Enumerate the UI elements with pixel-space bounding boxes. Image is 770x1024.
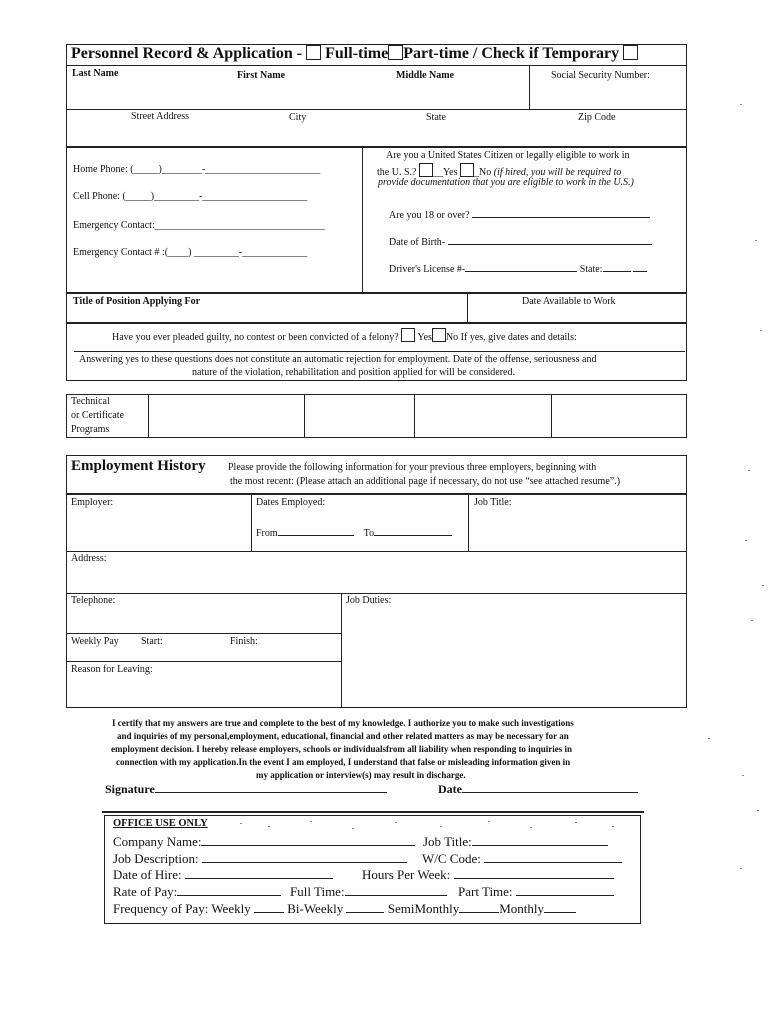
office-job-title-line[interactable] (472, 834, 608, 846)
felony-note-line2: nature of the violation, rehabilitation and position applied for will be considered. (192, 367, 515, 378)
date-of-hire-field: Date of Hire: (113, 867, 333, 883)
first-name-label: First Name (237, 70, 286, 81)
reason-leaving-label: Reason for Leaving: (71, 664, 153, 675)
signature-field: Signature (105, 781, 387, 797)
scan-speck-5 (395, 822, 397, 823)
home-phone-field[interactable]: Home Phone: (_____)________-_______________________ (73, 164, 321, 175)
part-time-checkbox[interactable] (388, 45, 403, 60)
full-time-line[interactable] (345, 884, 447, 896)
certification-line-1: I certify that my answers are true and complete to the best of my knowledge. I authorize you to make such investigations (112, 718, 574, 728)
citizen-yes-checkbox[interactable] (419, 163, 433, 177)
programs-box (66, 394, 687, 438)
certification-line-2: and inquiries of my personal,employment, educational, financial and other related matters as may be necessary for an (117, 731, 569, 741)
scan-speck-1 (240, 823, 242, 824)
weekly-pay-label: Weekly Pay (71, 636, 119, 647)
employment-heading: Employment History (71, 458, 206, 474)
margin-speck-5 (745, 540, 747, 541)
company-name-line[interactable] (201, 834, 415, 846)
contact-divider (362, 147, 363, 293)
drivers-license-field: Driver's License #- State: (389, 260, 647, 275)
job-duties-label: Job Duties: (346, 595, 392, 606)
citizen-no-label: _No (474, 167, 492, 178)
margin-speck-8 (708, 738, 710, 739)
from-field: From To (256, 524, 452, 539)
programs-label-3: Programs (71, 424, 110, 435)
street-address-label: Street Address (131, 111, 190, 122)
date-field: Date (438, 781, 638, 797)
telephone-label: Telephone: (71, 595, 116, 606)
position-title-label: Title of Position Applying For (73, 296, 201, 307)
felony-yes-checkbox[interactable] (401, 328, 415, 342)
felony-details-line (74, 351, 685, 352)
emp-div-1 (251, 494, 252, 551)
employment-intro-1: Please provide the following information for your previous three employers, beginning with (228, 462, 597, 473)
programs-label-2: or Certificate (71, 410, 125, 421)
zip-code-label: Zip Code (578, 112, 616, 123)
citizen-yes-label: __Yes (432, 167, 458, 178)
office-use-heading: OFFICE USE ONLY (113, 818, 208, 829)
bi-weekly-line[interactable] (346, 901, 384, 913)
last-name-label: Last Name (72, 68, 119, 79)
start-label: Start: (141, 636, 163, 647)
emp-row-2 (66, 593, 687, 594)
title-slash: / (472, 45, 478, 62)
age-question: Are you 18 or over? (389, 206, 650, 221)
margin-speck-6 (762, 585, 764, 586)
scan-speck-3 (310, 821, 312, 822)
full-time-checkbox[interactable] (306, 45, 321, 60)
state-label: State (426, 112, 446, 123)
citizen-no-checkbox[interactable] (460, 163, 474, 177)
felony-note-line1: Answering yes to these questions does not constitute an automatic rejection for employment. Date of the offense, seriousness and (79, 354, 597, 365)
programs-divider-3 (414, 394, 415, 438)
dl-state-line-2[interactable] (633, 260, 647, 272)
ssn-divider (529, 65, 530, 109)
semi-monthly-line[interactable] (459, 901, 499, 913)
pay-frequency-field: Frequency of Pay: Weekly Bi-Weekly SemiMonthly Monthly (113, 901, 576, 917)
name-row-divider (66, 109, 687, 110)
programs-label-1: Technical (71, 396, 110, 407)
job-description-field: Job Description: (113, 851, 407, 867)
emp-row-1 (66, 551, 687, 552)
scan-speck-6 (440, 826, 442, 827)
monthly-label: Monthly (499, 901, 545, 916)
emp-div-2 (468, 494, 469, 551)
full-time-label: Full-time (325, 45, 389, 62)
programs-divider-4 (551, 394, 552, 438)
position-divider (467, 293, 468, 323)
scan-speck-9 (575, 822, 577, 823)
office-top-rule (102, 811, 644, 813)
scan-speck-2 (268, 826, 270, 827)
emergency-contact-field[interactable]: Emergency Contact:__________________________________ (73, 220, 325, 231)
ssn-label: Social Security Number: (551, 70, 650, 81)
company-name-field: Company Name: (113, 834, 415, 850)
part-time-label: Part-time (403, 45, 469, 62)
employer-label: Employer: (71, 497, 114, 508)
title-divider (66, 65, 687, 66)
margin-speck-1 (740, 104, 742, 105)
emp-row-3 (66, 633, 341, 634)
part-time-line[interactable] (516, 884, 614, 896)
dl-state-line[interactable] (603, 260, 631, 272)
margin-speck-2 (755, 240, 757, 241)
felony-no-label: No If yes, give dates and details: (445, 332, 577, 343)
scan-speck-8 (530, 827, 532, 828)
dl-state-label: State: (579, 264, 603, 275)
job-description-line[interactable] (202, 851, 407, 863)
certification-line-3: employment decision. I hereby release employers, schools or individualsfrom all liability when responding to inquiries in (111, 744, 572, 754)
certification-line-5: my application or interview(s) may result in discharge. (256, 770, 466, 780)
certification-line-4: connection with my application.In the event I am employed, I understand that false or misleading information given in (116, 757, 571, 767)
emp-row-4 (66, 661, 341, 662)
scan-speck-4 (352, 828, 354, 829)
weekly-line[interactable] (254, 901, 284, 913)
programs-divider-2 (304, 394, 305, 438)
full-time-field: Full Time: (290, 884, 447, 900)
date-input-line[interactable] (462, 781, 638, 793)
part-time-field: Part Time: (458, 884, 614, 900)
wc-code-line[interactable] (484, 851, 622, 863)
wc-code-field: W/C Code: (422, 851, 622, 867)
scan-speck-7 (488, 821, 490, 822)
citizen-note: (if hired, you will be required to (493, 167, 622, 178)
to-label: To (363, 528, 375, 539)
scan-speck-10 (612, 826, 614, 827)
employment-intro-2: the most recent: (Please attach an additional page if necessary, do not use “see attached resume”.) (230, 476, 621, 487)
monthly-line[interactable] (544, 901, 576, 913)
margin-speck-10 (757, 810, 759, 811)
margin-speck-11 (740, 868, 742, 869)
citizen-us-text: the U. S.? (377, 167, 417, 178)
dates-employed-label: Dates Employed: (256, 497, 326, 508)
emp-div-3 (341, 593, 342, 708)
margin-speck-7 (751, 620, 753, 621)
rate-of-pay-line[interactable] (177, 884, 281, 896)
margin-speck-9 (742, 775, 744, 776)
middle-name-label: Middle Name (396, 70, 455, 81)
rate-of-pay-field: Rate of Pay: (113, 884, 281, 900)
dl-input-line[interactable] (465, 260, 577, 272)
form-title-text: Personnel Record & Application - (71, 45, 303, 62)
hours-per-week-field: Hours Per Week: (362, 867, 614, 883)
form-title (71, 45, 638, 63)
temporary-checkbox[interactable] (623, 45, 638, 60)
bi-weekly-label: Bi-Weekly (287, 901, 344, 916)
age-input-line[interactable] (472, 206, 650, 218)
hours-per-week-line[interactable] (454, 867, 614, 879)
address-label: Address: (71, 553, 107, 564)
cell-phone-field[interactable]: Cell Phone: (_____)_________-_____________________ (73, 191, 308, 202)
date-available-label: Date Available to Work (522, 296, 616, 307)
margin-speck-3 (760, 330, 762, 331)
finish-label: Finish: (230, 636, 258, 647)
to-input-line[interactable] (374, 524, 452, 536)
margin-speck-4 (748, 470, 750, 471)
city-label: City (289, 112, 307, 123)
dob-input-line[interactable] (448, 233, 652, 245)
temporary-label: Check if Temporary (481, 45, 620, 62)
from-input-line[interactable] (278, 524, 354, 536)
citizen-note-line2: provide documentation that you are eligible to work in the U.S.) (378, 177, 634, 188)
date-of-hire-line[interactable] (185, 867, 333, 879)
office-job-title-field: Job Title: (423, 834, 608, 850)
citizen-question: Are you a United States Citizen or legally eligible to work in (386, 150, 630, 161)
programs-divider-1 (148, 394, 149, 438)
semi-monthly-label: SemiMonthly (387, 901, 460, 916)
signature-input-line[interactable] (155, 781, 387, 793)
emergency-number-field[interactable]: Emergency Contact # :(____) _________-_____________ (73, 247, 308, 258)
felony-no-checkbox[interactable] (432, 328, 446, 342)
citizen-question-line2 (377, 163, 621, 178)
dob-field: Date of Birth- (389, 233, 652, 248)
felony-question: Have you ever pleaded guilty, no contest or been convicted of a felony? Yes No If yes, give dates and details: (112, 328, 577, 343)
job-title-label: Job Title: (474, 497, 512, 508)
felony-yes-label: Yes (417, 332, 432, 343)
